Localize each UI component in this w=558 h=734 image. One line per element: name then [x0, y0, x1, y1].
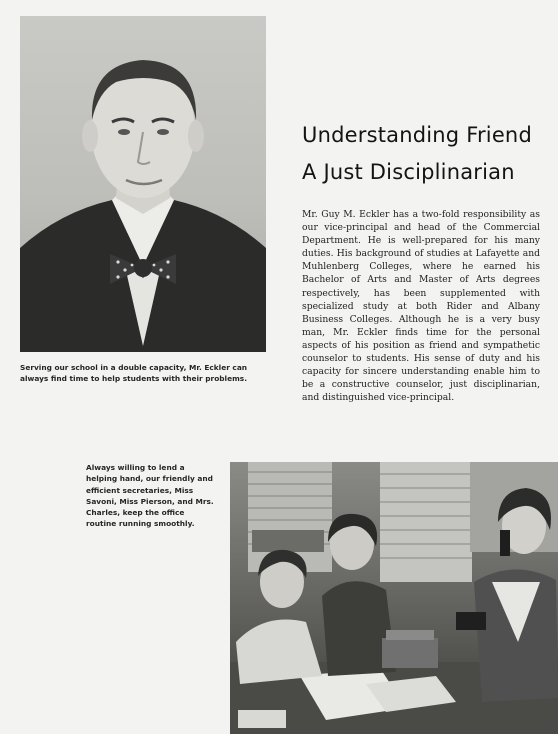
office-caption: Always willing to lend a helping hand, our friendly and efficient secretaries, Miss Savoni, Miss Pierson, and Mrs. Charles, keep the office routine running smoothly. — [86, 463, 214, 529]
portrait-caption: Serving our school in a double capacity, Mr. Eckler can always find time to help students with their problems. — [20, 363, 248, 384]
headline-line-1: Understanding Friend — [302, 123, 532, 147]
article-body: Mr. Guy M. Eckler has a two-fold responsibility as our vice-principal and head of the Commercial Department. He is well-prepared for his many duties. His background of studies at Lafayette and Muhlenberg Colleges, where he earned his Bachelor of Arts and Master of Arts degrees respectively, has been supplemented with specialized study at both Rider and Albany Business Colleges. Although he is a very busy man, Mr. Eckler finds time for the personal aspects of his position as friend and sympathetic counselor to students. His sense of duty and his capacity for sincere understanding enable him to be a constructive counselor, just disciplinarian, and distinguished vice-principal. — [302, 209, 540, 404]
office-photo — [230, 462, 558, 734]
headline-line-2: A Just Disciplinarian — [302, 160, 515, 184]
portrait-photo — [20, 16, 266, 352]
